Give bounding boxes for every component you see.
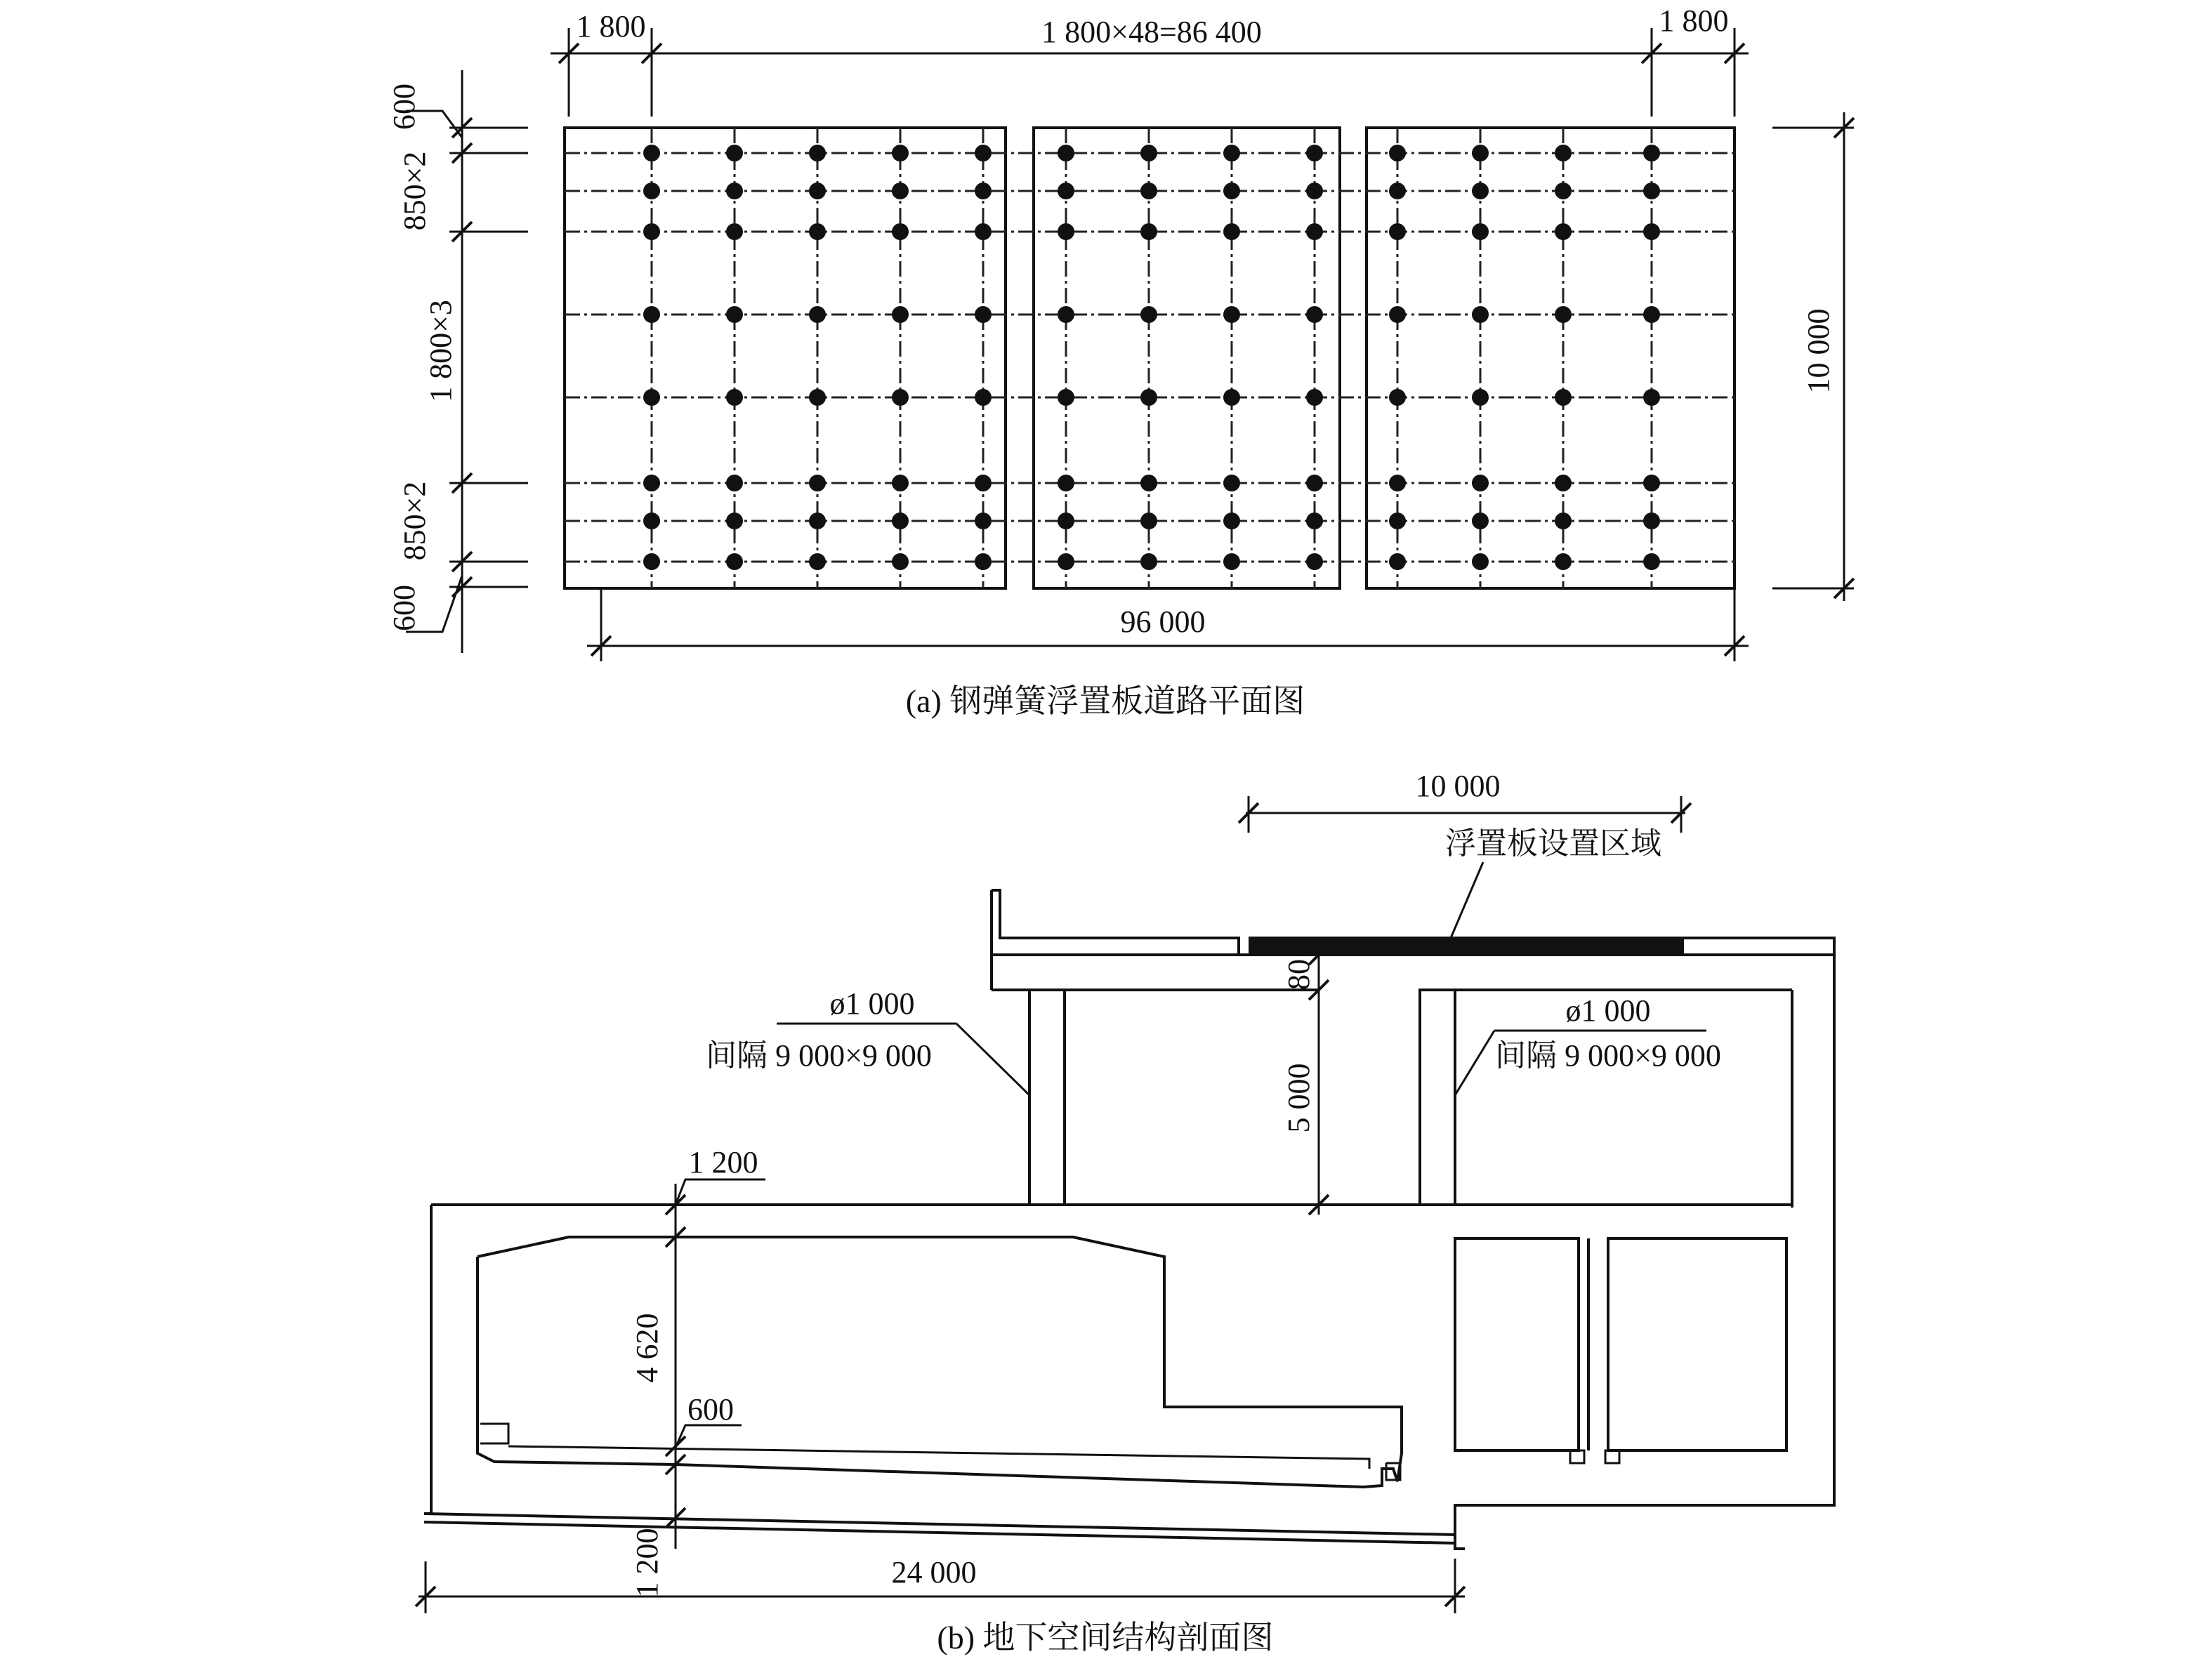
spring-bearing-dot bbox=[1140, 475, 1157, 491]
spring-bearing-dot bbox=[1555, 553, 1572, 570]
right-cell-1 bbox=[1455, 1238, 1579, 1450]
spring-bearing-dot bbox=[1306, 513, 1323, 529]
spring-bearing-dot bbox=[975, 389, 992, 406]
right-column-callout bbox=[1455, 993, 1721, 1095]
spring-bearing-dot bbox=[1306, 306, 1323, 323]
spring-bearing-dot bbox=[975, 513, 992, 529]
section-view bbox=[416, 769, 1834, 1655]
right-column bbox=[1420, 990, 1455, 1205]
spring-bearing-dot bbox=[975, 223, 992, 240]
spring-bearing-dot bbox=[1058, 223, 1074, 240]
spring-bearing-dot bbox=[892, 306, 909, 323]
spring-bearing-dot bbox=[809, 389, 826, 406]
left-dim-top-600: 600 bbox=[387, 84, 421, 130]
left-dim-850x2-bottom: 850×2 bbox=[397, 481, 432, 561]
spring-bearing-dot bbox=[1389, 553, 1406, 570]
spring-bearing-dot bbox=[1223, 145, 1240, 161]
right-dim-10000: 10 000 bbox=[1801, 308, 1836, 394]
top-right-dim: 1 800 bbox=[1659, 4, 1729, 38]
width-dim-24000: 24 000 bbox=[891, 1555, 977, 1589]
spring-bearing-dot bbox=[1306, 223, 1323, 240]
spring-bearing-dot bbox=[1643, 306, 1660, 323]
slab-panel-1 bbox=[565, 128, 1006, 588]
zone-dimension bbox=[1239, 769, 1691, 833]
spring-bearing-dot bbox=[1643, 475, 1660, 491]
spring-bearing-dot bbox=[1306, 475, 1323, 491]
spring-bearing-dot bbox=[1555, 183, 1572, 199]
spring-bearing-dot bbox=[809, 475, 826, 491]
spring-grid bbox=[565, 128, 1734, 588]
spring-bearing-dot bbox=[1223, 475, 1240, 491]
upper-deck bbox=[992, 890, 1239, 955]
top-left-dim: 1 800 bbox=[576, 9, 646, 44]
spring-bearing-dot bbox=[1472, 183, 1489, 199]
left-dim-850x2-top: 850×2 bbox=[397, 151, 432, 231]
spring-bearing-dot bbox=[1140, 513, 1157, 529]
spring-bearing-dot bbox=[1058, 145, 1074, 161]
spring-bearing-dot bbox=[1643, 183, 1660, 199]
left-column-spacing: 间隔 9 000×9 000 bbox=[706, 1038, 932, 1073]
right-column-spacing: 间隔 9 000×9 000 bbox=[1495, 1038, 1721, 1073]
spring-bearing-dot bbox=[726, 389, 743, 406]
spring-bearing-dot bbox=[1058, 475, 1074, 491]
spring-bearing-dot bbox=[1555, 145, 1572, 161]
section-caption: (b) 地下空间结构剖面图 bbox=[937, 1620, 1274, 1655]
spring-bearing-dot bbox=[809, 553, 826, 570]
spring-bearing-dot bbox=[643, 183, 660, 199]
clear-height-dim: 4 620 bbox=[630, 1313, 664, 1383]
spring-bearing-dot bbox=[1058, 389, 1074, 406]
left-dimension bbox=[387, 70, 528, 653]
spring-bearing-dot bbox=[1389, 145, 1406, 161]
spring-bearing-dot bbox=[1389, 389, 1406, 406]
spring-bearing-dot bbox=[1306, 553, 1323, 570]
left-column bbox=[1029, 990, 1065, 1205]
spring-bearing-dot bbox=[726, 223, 743, 240]
spring-bearing-dot bbox=[726, 306, 743, 323]
spring-bearing-dot bbox=[975, 145, 992, 161]
spring-bearing-dot bbox=[1223, 223, 1240, 240]
spring-bearing-dot bbox=[1643, 145, 1660, 161]
spring-bearing-dot bbox=[1472, 306, 1489, 323]
bottom-dim-96000: 96 000 bbox=[1120, 604, 1206, 639]
tunnel-cell bbox=[478, 1237, 1402, 1487]
spring-bearing-dot bbox=[643, 389, 660, 406]
spring-bearing-dot bbox=[1140, 145, 1157, 161]
spring-bearing-dot bbox=[809, 183, 826, 199]
spring-bearing-dot bbox=[1058, 553, 1074, 570]
spring-bearing-dot bbox=[726, 475, 743, 491]
spring-bearing-dot bbox=[892, 389, 909, 406]
spring-bearing-dot bbox=[726, 183, 743, 199]
spring-bearing-dot bbox=[892, 223, 909, 240]
slab-panel-2 bbox=[1034, 128, 1340, 588]
floating-slab bbox=[1249, 937, 1684, 953]
spring-bearing-dot bbox=[1643, 223, 1660, 240]
spring-bearing-dot bbox=[643, 553, 660, 570]
spring-bearing-dot bbox=[1555, 513, 1572, 529]
spring-bearing-dot bbox=[1140, 306, 1157, 323]
spring-bearing-dot bbox=[809, 513, 826, 529]
spring-bearing-dot bbox=[1306, 183, 1323, 199]
slab-dim-80: 80 bbox=[1282, 959, 1316, 990]
spring-bearing-dot bbox=[726, 513, 743, 529]
width-dimension bbox=[416, 1555, 1465, 1613]
spring-bearing-dot bbox=[1555, 306, 1572, 323]
spring-bearing-dot bbox=[1555, 389, 1572, 406]
spring-bearing-dot bbox=[1643, 513, 1660, 529]
spring-bearing-dot bbox=[1472, 223, 1489, 240]
spring-bearing-dot bbox=[975, 553, 992, 570]
spring-bearing-dot bbox=[1223, 513, 1240, 529]
spring-bearing-dot bbox=[1223, 306, 1240, 323]
spring-bearing-dot bbox=[1389, 223, 1406, 240]
spring-bearing-dot bbox=[1472, 513, 1489, 529]
spring-bearing-dot bbox=[643, 223, 660, 240]
spring-bearing-dot bbox=[1389, 306, 1406, 323]
spring-bearing-dot bbox=[1472, 145, 1489, 161]
plan-caption: (a) 钢弹簧浮置板道路平面图 bbox=[905, 683, 1305, 719]
spring-bearing-dot bbox=[1223, 183, 1240, 199]
spring-bearing-dot bbox=[726, 553, 743, 570]
right-cell-2 bbox=[1608, 1238, 1786, 1450]
spring-bearing-dot bbox=[1306, 389, 1323, 406]
plan-view bbox=[387, 4, 1854, 719]
spring-bearing-dot bbox=[809, 223, 826, 240]
spring-bearing-dot bbox=[1223, 553, 1240, 570]
spring-bearing-dot bbox=[1223, 389, 1240, 406]
spring-bearing-dot bbox=[1389, 513, 1406, 529]
spring-bearing-dot bbox=[1140, 553, 1157, 570]
base-thickness-dim: 1 200 bbox=[630, 1528, 664, 1598]
left-column-diameter: ø1 000 bbox=[829, 986, 915, 1021]
spring-bearing-dot bbox=[1140, 223, 1157, 240]
spring-bearing-dot bbox=[643, 513, 660, 529]
spring-bearing-dot bbox=[975, 183, 992, 199]
right-column-diameter: ø1 000 bbox=[1565, 993, 1651, 1028]
spring-bearing-dot bbox=[892, 145, 909, 161]
spring-bearing-dot bbox=[1555, 475, 1572, 491]
spring-bearing-dot bbox=[643, 145, 660, 161]
spring-bearing-dot bbox=[975, 475, 992, 491]
column-height-dimension bbox=[1282, 945, 1329, 1215]
spring-bearing-dot bbox=[1140, 389, 1157, 406]
spring-bearing-dot bbox=[1472, 389, 1489, 406]
right-dimension bbox=[1772, 112, 1854, 601]
spring-bearing-dot bbox=[1643, 553, 1660, 570]
spring-bearing-dot bbox=[726, 145, 743, 161]
zone-dim-10000: 10 000 bbox=[1415, 769, 1501, 803]
top-mid-dim: 1 800×48=86 400 bbox=[1041, 15, 1262, 49]
spring-bearing-dot bbox=[1306, 145, 1323, 161]
spring-bearing-dot bbox=[1140, 183, 1157, 199]
spring-bearing-dot bbox=[975, 306, 992, 323]
spring-bearing-dot bbox=[1643, 389, 1660, 406]
bottom-dimension bbox=[587, 588, 1749, 661]
spring-bearing-dot bbox=[1472, 475, 1489, 491]
spring-bearing-dot bbox=[1389, 183, 1406, 199]
spring-bearing-dot bbox=[1058, 183, 1074, 199]
spring-bearing-dot bbox=[1555, 223, 1572, 240]
spring-bearing-dot bbox=[809, 145, 826, 161]
column-height-dim: 5 000 bbox=[1282, 1063, 1316, 1133]
left-dim-1800x3: 1 800×3 bbox=[423, 300, 458, 402]
spring-bearing-dot bbox=[892, 183, 909, 199]
spring-bearing-dot bbox=[1389, 475, 1406, 491]
spring-bearing-dot bbox=[1058, 306, 1074, 323]
left-column-callout bbox=[706, 986, 1029, 1095]
floating-slab-zone-label: 浮置板设置区域 bbox=[1445, 826, 1661, 861]
top-dimension bbox=[551, 4, 1749, 117]
left-dim-bottom-600: 600 bbox=[387, 585, 421, 631]
spring-bearing-dot bbox=[1058, 513, 1074, 529]
track-thickness-dim: 600 bbox=[687, 1392, 734, 1427]
slab-panel-3 bbox=[1367, 128, 1734, 588]
spring-bearing-dot bbox=[892, 475, 909, 491]
spring-bearing-dot bbox=[643, 306, 660, 323]
roof-thickness-dim: 1 200 bbox=[688, 1145, 758, 1179]
spring-bearing-dot bbox=[809, 306, 826, 323]
spring-bearing-dot bbox=[892, 553, 909, 570]
spring-bearing-dot bbox=[1472, 553, 1489, 570]
spring-bearing-dot bbox=[892, 513, 909, 529]
spring-bearing-dot bbox=[643, 475, 660, 491]
